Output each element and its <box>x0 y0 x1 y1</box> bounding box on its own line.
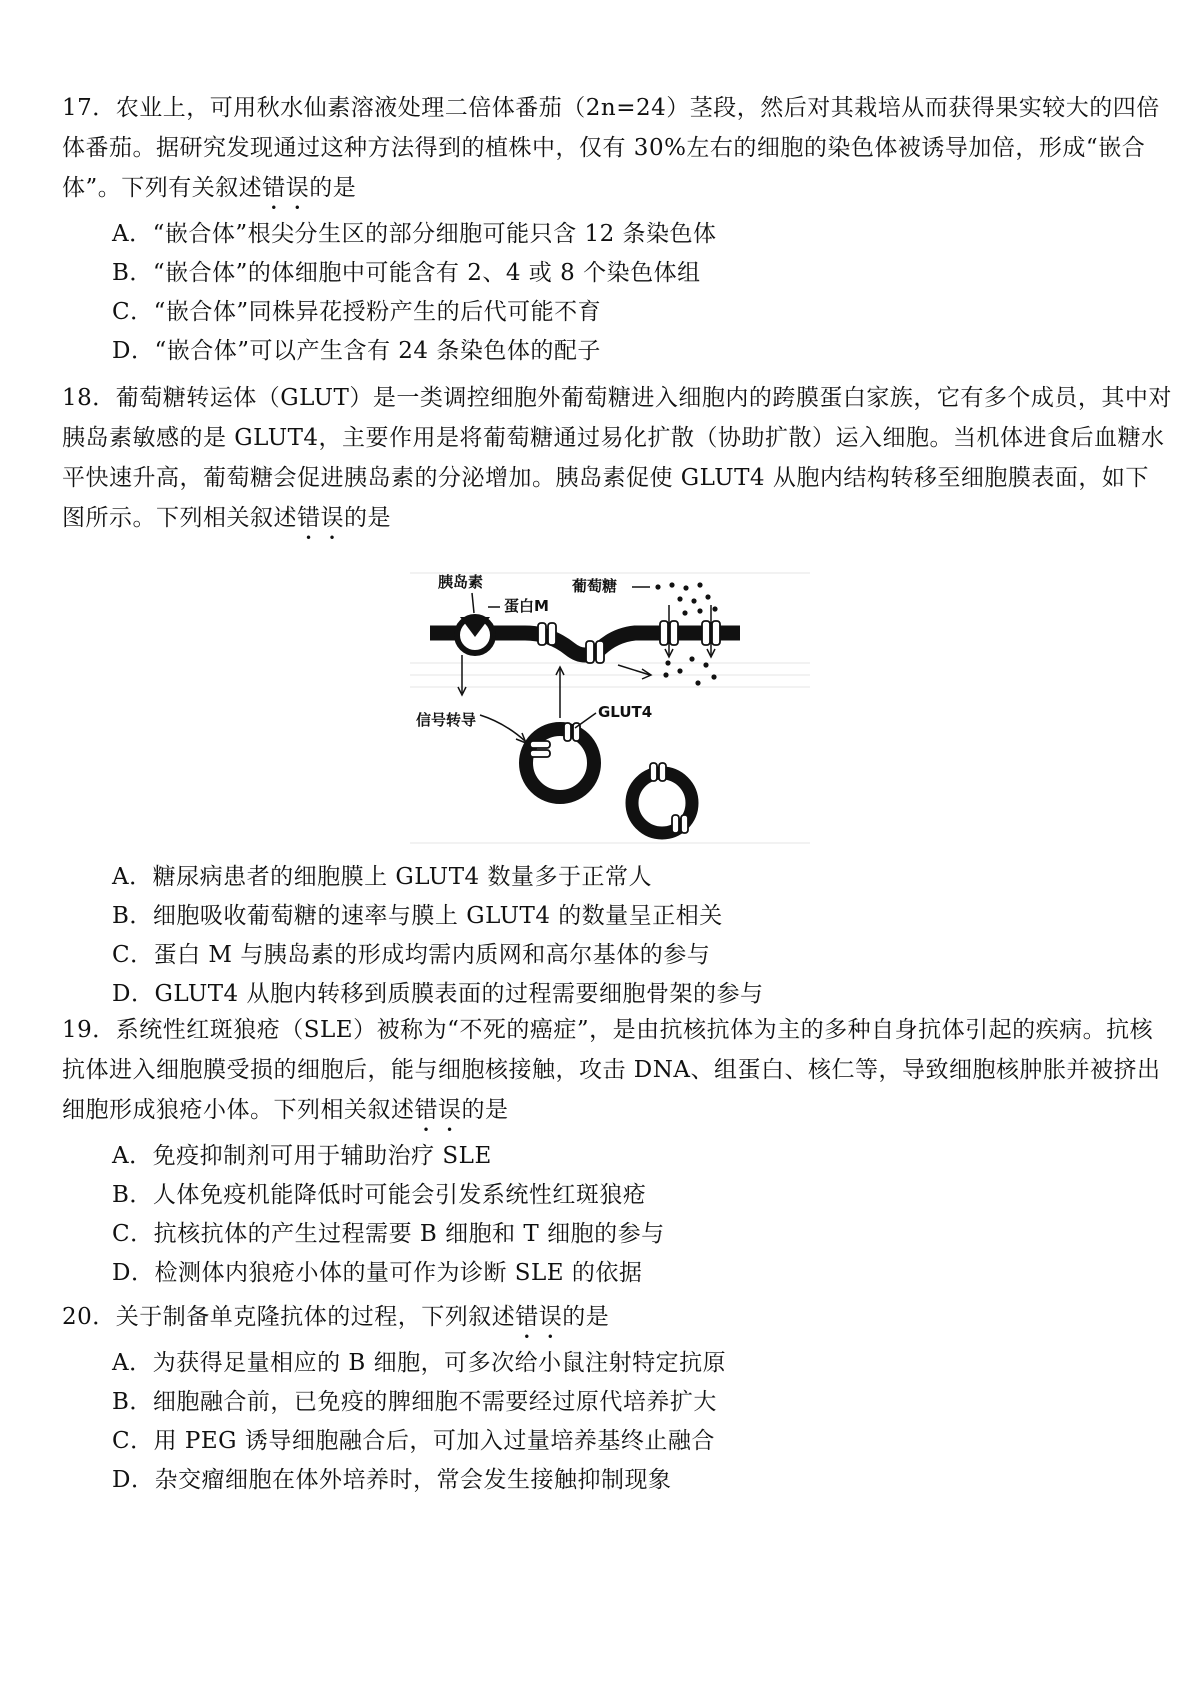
label-glut4: GLUT4 <box>598 703 653 721</box>
question-17-stem <box>62 88 1172 215</box>
question-19 <box>62 1010 1172 1293</box>
question-19-option-c: C．抗核抗体的产生过程需要 B 细胞和 T 细胞的参与 <box>112 1221 665 1247</box>
vesicle-glut4-4a <box>672 815 679 833</box>
vesicle-glut4-2a <box>564 723 571 741</box>
question-17-option-d: D．“嵌合体”可以产生含有 24 条染色体的配子 <box>112 338 601 364</box>
question-20-stem <box>62 1297 1172 1344</box>
vesicle-glut4-1a <box>530 741 550 748</box>
membrane-glut4-3b <box>670 621 678 645</box>
question-17-stem-text: 17．农业上，可用秋水仙素溶液处理二倍体番茄（2n=24）茎段，然后对其栽培从而获得果实较大的四倍体番茄。据研究发现通过这种方法得到的植株中，仅有 30%左右的细胞的染色体被诱导加倍，形成“嵌合体”。下列有关叙述 <box>62 95 1160 201</box>
question-20-emphasis: 错误 <box>515 1304 563 1330</box>
question-20-option-b: B．细胞融合前，已免疫的脾细胞不需要经过原代培养扩大 <box>112 1389 717 1415</box>
glut4-diagram-svg <box>410 563 810 845</box>
membrane-glut4-1b <box>548 623 556 645</box>
question-20-option-d: D．杂交瘤细胞在体外培养时，常会发生接触抑制现象 <box>112 1467 672 1493</box>
vesicle-near <box>526 729 594 797</box>
vesicle-glut4-3a <box>650 763 657 781</box>
question-19-option-a: A．免疫抑制剂可用于辅助治疗 SLE <box>112 1143 492 1169</box>
question-19-stem-text: 19．系统性红斑狼疮（SLE）被称为“不死的癌症”，是由抗核抗体为主的多种自身抗体引起的疾病。抗核抗体进入细胞膜受损的细胞后，能与细胞核接触，攻击 DNA、组蛋白、核仁等，导致细胞核肿胀并被挤出细胞形成狼疮小体。下列相关叙述 <box>62 1017 1161 1123</box>
question-18-option-d: D．GLUT4 从胞内转移到质膜表面的过程需要细胞骨架的参与 <box>112 981 764 1007</box>
question-18-option-c: C．蛋白 M 与胰岛素的形成均需内质网和高尔基体的参与 <box>112 942 711 968</box>
membrane-glut4-3a <box>660 621 668 645</box>
membrane-glut4-4a <box>702 621 710 645</box>
question-20 <box>62 1297 1172 1500</box>
question-17-option-b: B．“嵌合体”的体细胞中可能含有 2、4 或 8 个染色体组 <box>112 260 701 286</box>
membrane-glut4-2b <box>596 641 604 663</box>
question-18 <box>62 378 1172 545</box>
question-17-option-a: A．“嵌合体”根尖分生区的部分细胞可能只含 12 条染色体 <box>112 221 717 247</box>
membrane-glut4-2a <box>586 641 594 663</box>
question-18-stem <box>62 378 1172 545</box>
question-18-option-b: B．细胞吸收葡萄糖的速率与膜上 GLUT4 的数量呈正相关 <box>112 903 723 929</box>
question-20-stem-text: 20．关于制备单克隆抗体的过程，下列叙述 <box>62 1304 516 1330</box>
question-17-options <box>62 215 1172 371</box>
question-19-stem-end: 的是 <box>461 1097 509 1123</box>
question-18-stem-text: 18．葡萄糖转运体（GLUT）是一类调控细胞外葡萄糖进入细胞内的跨膜蛋白家族，它有多个成员，其中对胰岛素敏感的是 GLUT4，主要作用是将葡萄糖通过易化扩散（协助扩散）运入细胞。当机体进食后血糖水平快速升高，葡萄糖会促进胰岛素的分泌增加。胰岛素促使 GLUT4 从胞内结构转移至细胞膜表面，如下图所示。下列相关叙述 <box>62 385 1172 531</box>
vesicle-glut4-4b <box>681 815 688 833</box>
question-20-options <box>62 1344 1172 1500</box>
question-18-stem-end: 的是 <box>344 505 391 531</box>
question-19-stem <box>62 1010 1172 1137</box>
vesicle-glut4-1b <box>530 750 550 757</box>
insulin-pointer <box>472 593 474 613</box>
label-protein-m: 蛋白M <box>504 597 549 615</box>
question-19-option-b: B．人体免疫机能降低时可能会引发系统性红斑狼疮 <box>112 1182 647 1208</box>
glut4-diagram <box>410 563 810 845</box>
membrane-glut4-4b <box>712 621 720 645</box>
question-20-option-a: A．为获得足量相应的 B 细胞，可多次给小鼠注射特定抗原 <box>112 1350 727 1376</box>
question-18-option-a: A．糖尿病患者的细胞膜上 GLUT4 数量多于正常人 <box>112 864 652 890</box>
question-19-emphasis: 错误 <box>414 1097 462 1123</box>
question-17-stem-end: 的是 <box>309 175 357 201</box>
question-17-emphasis: 错误 <box>262 175 310 201</box>
question-17-option-c: C．“嵌合体”同株异花授粉产生的后代可能不育 <box>112 299 602 325</box>
question-20-stem-end: 的是 <box>562 1304 610 1330</box>
question-19-option-d: D．检测体内狼疮小体的量可作为诊断 SLE 的依据 <box>112 1260 643 1286</box>
question-18-options <box>62 858 1172 1014</box>
membrane-glut4-1a <box>538 623 546 645</box>
vesicle-glut4-3b <box>659 763 666 781</box>
question-20-option-c: C．用 PEG 诱导细胞融合后，可加入过量培养基终止融合 <box>112 1428 715 1454</box>
question-18-emphasis: 错误 <box>297 505 344 531</box>
label-glucose: 葡萄糖 <box>572 577 618 595</box>
glut4-pointer <box>575 713 596 728</box>
label-signal-transduction: 信号转导 <box>416 711 477 729</box>
question-17 <box>62 88 1172 371</box>
label-insulin: 胰岛素 <box>438 573 484 591</box>
question-19-options <box>62 1137 1172 1293</box>
